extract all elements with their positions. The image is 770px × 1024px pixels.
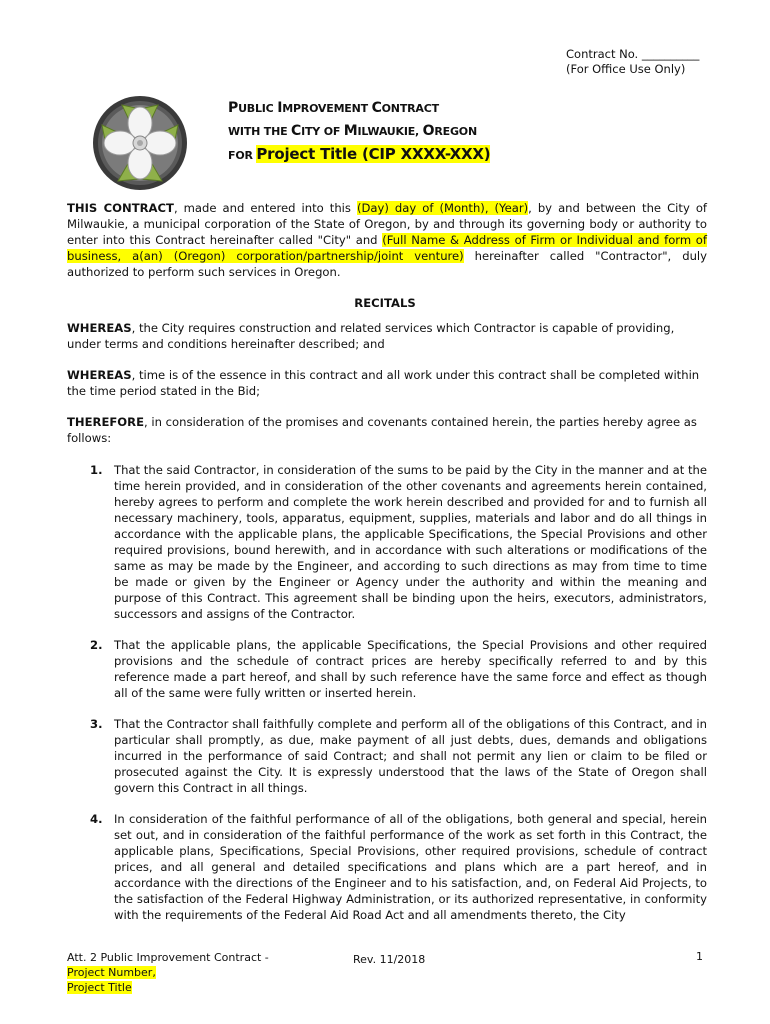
list-item bbox=[90, 462, 707, 622]
title-line-1: PUBLIC IMPROVEMENT CONTRACT bbox=[228, 100, 439, 116]
item-number: 3. bbox=[90, 717, 103, 731]
footer-project-title: Project Title bbox=[67, 981, 132, 994]
whereas-paragraph-2: WHEREAS, time is of the essence in this contract and all work under this contract shall be completed within the time period stated in the Bid; bbox=[67, 368, 700, 398]
recitals-heading: RECITALS bbox=[354, 296, 416, 310]
item-text: That the applicable plans, the applicable Specifications, the Special Provisions and other required provisions and the schedule of contract prices are hereby specifically referred to and by this reference made a part hereof, and shall by such reference have the same force and effect as though all of the same were fully written or inserted herein. bbox=[114, 638, 707, 700]
firm-placeholder: (Full Name & Address of Firm or Individual and form of business, a(an) (Oregon) corporation/partnership/joint venture) bbox=[67, 233, 707, 263]
list-item bbox=[90, 811, 707, 923]
item-text: That the said Contractor, in consideration of the sums to be paid by the City in the manner and at the time herein provided, and in consideration of the other covenants and agreements herein contained, hereby agrees to perform and complete the work herein described and provided for and to furnish all necessary machinery, tools, apparatus, equipment, supplies, materials and labor and do all things in accordance with the applicable plans, the applicable Specifications, the Special Provisions and other required provisions, bound herewith, and in accordance with such alterations or modifications of the same as may be made by the Engineer, and according to such directions as may from time to time be made or given by the Engineer or Agency under the authority and within the meaning and purpose of this Contract. This agreement shall be binding upon the heirs, executors, administrators, successors and assigns of the Contractor. bbox=[114, 463, 707, 621]
item-number: 2. bbox=[90, 638, 103, 652]
footer-project-number: Project Number, bbox=[67, 966, 156, 979]
contract-number-block bbox=[566, 47, 699, 77]
whereas-paragraph-1: WHEREAS, the City requires construction and related services which Contractor is capable of providing, under terms and conditions hereinafter described; and bbox=[67, 321, 675, 351]
office-use-label: (For Office Use Only) bbox=[566, 62, 686, 76]
therefore-paragraph: THEREFORE, in consideration of the promises and covenants contained herein, the parties hereby agree as follows: bbox=[67, 415, 697, 445]
title-line-3: FOR Project Title (CIP XXXX-XXX) bbox=[228, 145, 491, 163]
footer-revision: Rev. 11/2018 bbox=[353, 953, 426, 966]
item-number: 1. bbox=[90, 463, 103, 477]
date-placeholder: (Day) day of (Month), (Year) bbox=[356, 201, 529, 215]
intro-paragraph: THIS CONTRACT, made and entered into this (Day) day of (Month), (Year), by and between the City of Milwaukie, a municipal corporation of the State of Oregon, by and through its governing body or authority to enter into this Contract hereinafter called "City" and (Full Name & Address of Firm or Individual and form of business, a(an) (Oregon) corporation/partnership/joint venture) hereinafter called "Contractor", duly authorized to perform such services in Oregon. bbox=[67, 201, 707, 279]
project-title-placeholder: Project Title (CIP XXXX-XXX) bbox=[256, 145, 491, 163]
item-text: That the Contractor shall faithfully complete and perform all of the obligations of this Contract, and in particular shall promptly, as due, make payment of all just debts, dues, demands and obligations incurred in the performance of said Contract; and shall not permit any lien or claim to be filed or prosecuted against the City. It is expressly understood that the laws of the State of Oregon shall govern this Contract in all things. bbox=[114, 717, 707, 795]
item-number: 4. bbox=[90, 812, 103, 826]
city-logo-icon bbox=[92, 95, 188, 191]
footer-document-info bbox=[67, 950, 269, 995]
item-text: In consideration of the faithful performance of all of the obligations, both general and special, herein set out, and in consideration of the faithful performance of the work as set forth in this Contract, the applicable plans, Specifications, Special Provisions, other required provisions, schedule of contract prices, and all general and detailed specifications and plans which are a part hereof, and in accordance with the directions of the Engineer and to his satisfaction, and, on Federal Aid Projects, to the satisfaction of the Federal Highway Administration, or its authorized representative, in conformity with the requirements of the Federal Aid Road Act and all amendments thereto, the City bbox=[114, 812, 707, 922]
document-title bbox=[228, 97, 490, 167]
footer-attachment-label: Att. 2 Public Improvement Contract - bbox=[67, 951, 269, 964]
title-line-2: WITH THE CITY OF MILWAUKIE, OREGON bbox=[228, 123, 477, 139]
list-item bbox=[90, 716, 707, 796]
page-number: 1 bbox=[696, 950, 703, 963]
contract-number-label: Contract No. __________ bbox=[566, 47, 700, 61]
list-item bbox=[90, 637, 707, 701]
